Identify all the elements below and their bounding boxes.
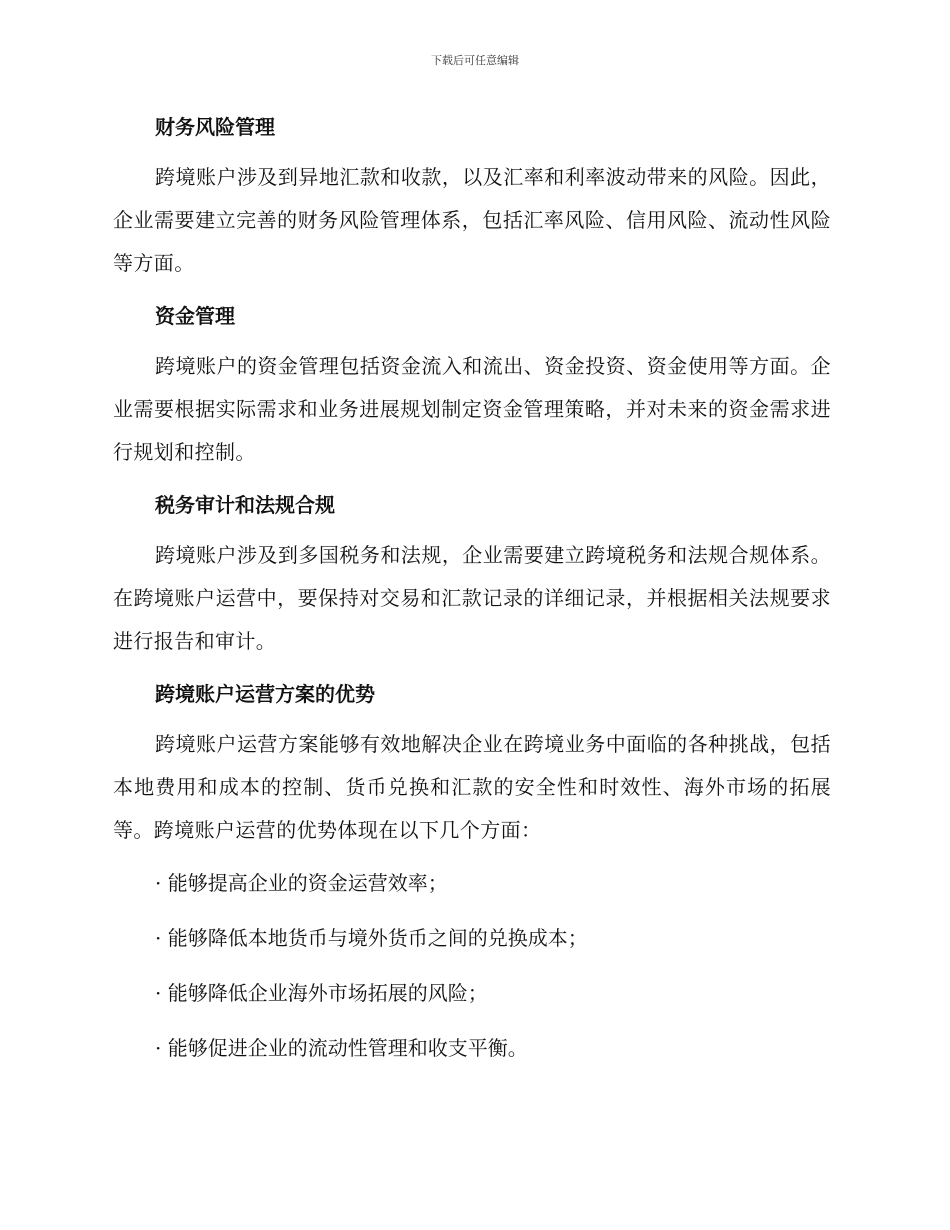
section-paragraph: 跨境账户涉及到异地汇款和收款，以及汇率和利率波动带来的风险。因此，企业需要建立完善的财务风险管理体系，包括汇率风险、信用风险、流动性风险等方面。	[113, 165, 831, 275]
section-paragraph: 跨境账户涉及到多国税务和法规，企业需要建立跨境税务和法规合规体系。在跨境账户运营中，要保持对交易和汇款记录的详细记录，并根据相关法规要求进行报告和审计。	[113, 543, 831, 653]
section-financial-risk	[113, 110, 831, 285]
section-heading: 财务风险管理	[155, 115, 275, 139]
section-paragraph: 跨境账户的资金管理包括资金流入和流出、资金投资、资金使用等方面。企业需要根据实际需求和业务进展规划制定资金管理策略，并对未来的资金需求进行规划和控制。	[113, 354, 831, 464]
section-tax-compliance	[113, 488, 831, 663]
section-fund-management	[113, 299, 831, 474]
list-item: · 能够提高企业的资金运营效率；	[155, 871, 448, 895]
section-heading: 跨境账户运营方案的优势	[155, 682, 375, 706]
section-advantages	[113, 677, 831, 852]
list-item: · 能够降低本地货币与境外货币之间的兑换成本；	[155, 926, 588, 950]
list-item: · 能够降低企业海外市场拓展的风险；	[155, 981, 488, 1005]
document-body	[113, 110, 831, 1086]
section-heading: 税务审计和法规合规	[155, 493, 335, 517]
page-header: 下载后可任意编辑	[431, 54, 519, 67]
section-paragraph: 跨境账户运营方案能够有效地解决企业在跨境业务中面临的各种挑战，包括本地费用和成本的控制、货币兑换和汇款的安全性和时效性、海外市场的拓展等。跨境账户运营的优势体现在以下几个方面：	[113, 732, 831, 842]
section-heading: 资金管理	[155, 304, 235, 328]
advantages-list	[113, 866, 831, 1065]
list-item: · 能够促进企业的流动性管理和收支平衡。	[155, 1036, 528, 1060]
